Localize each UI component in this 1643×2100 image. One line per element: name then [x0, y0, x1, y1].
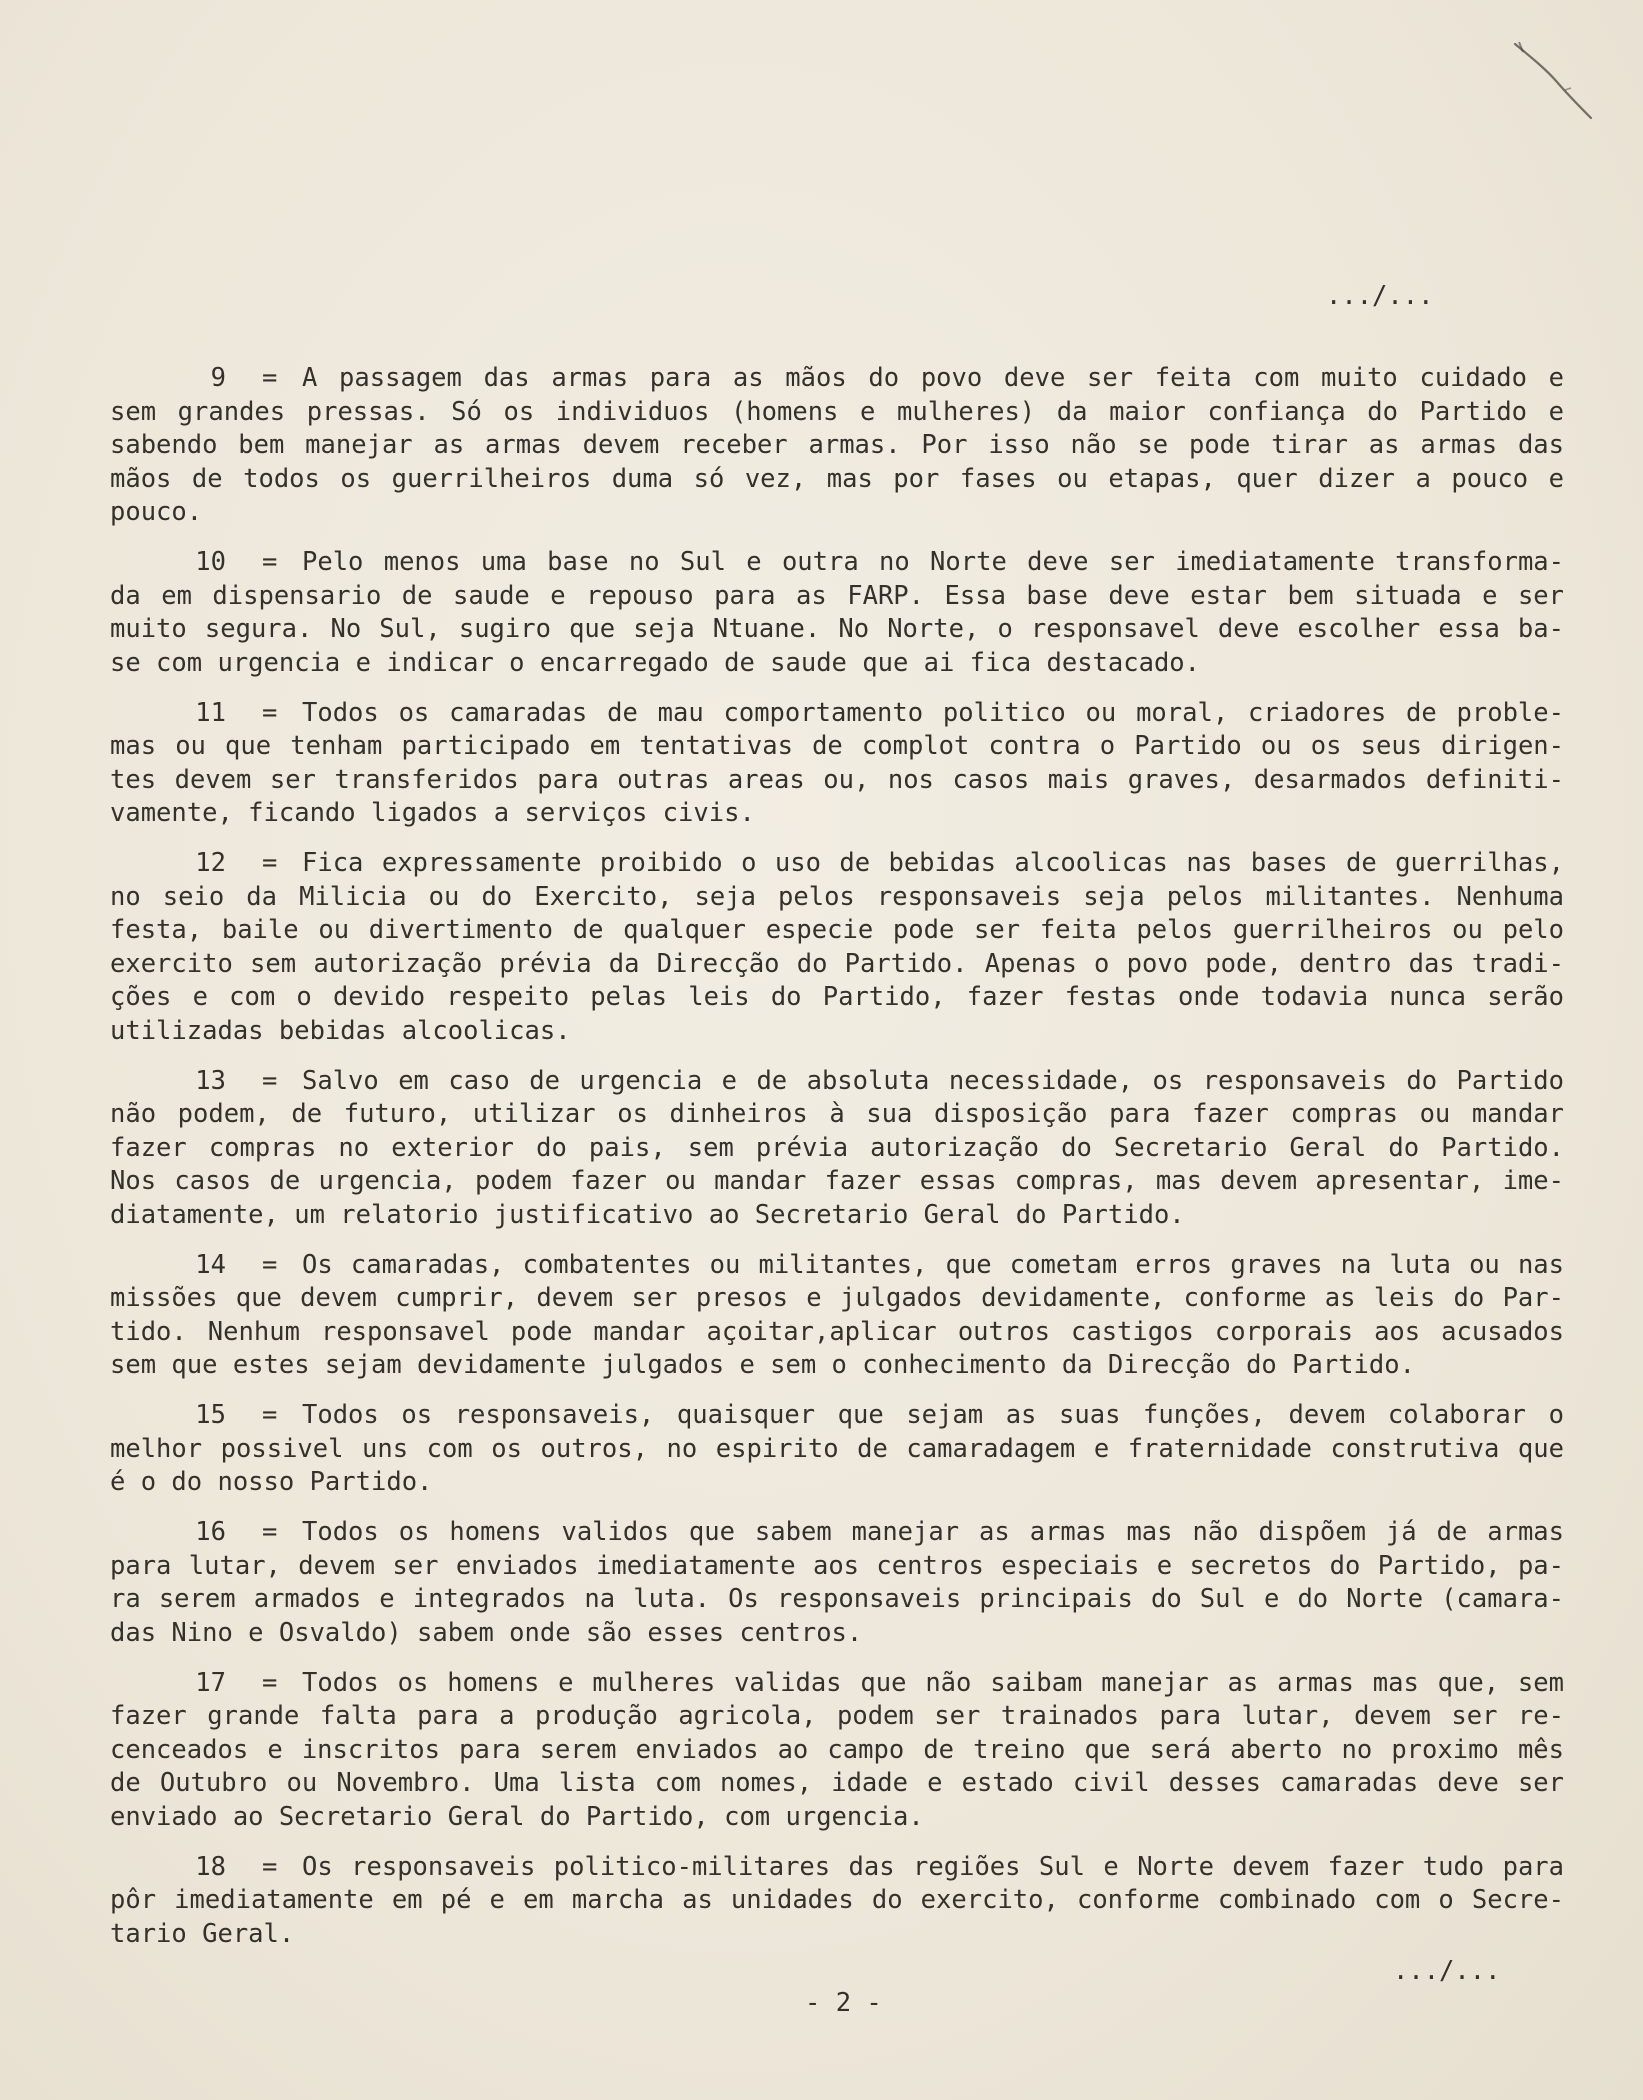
text-line: exercito sem autorização prévia da Direcção do Partido. Apenas o povo pode, dentro das tradi-: [110, 948, 1564, 979]
text-line: [110, 1249, 1564, 1283]
paragraph-separator: =: [262, 1249, 278, 1280]
paragraph-separator: =: [262, 1400, 278, 1430]
paragraph-number: 9: [210, 363, 226, 393]
paragraph-number: 17: [195, 1667, 226, 1698]
paragraph-first-line: Os camaradas, combatentes ou militantes, que cometam erros graves na luta ou nas: [302, 1249, 1564, 1280]
pen-mark: [1505, 38, 1600, 128]
text-line: melhor possivel uns com os outros, no espirito de camaradagem e fraternidade construtiva que: [110, 1433, 1564, 1464]
paragraph-first-line: Todos os responsaveis, quaisquer que sejam as suas funções, devem colaborar o: [302, 1400, 1564, 1430]
text-line: tes devem ser transferidos para outras areas ou, nos casos mais graves, desarmados definiti-: [110, 764, 1564, 795]
text-line: mãos de todos os guerrilheiros duma só vez, mas por fases ou etapas, quer dizer a pouco e: [110, 463, 1564, 494]
text-line: [110, 1065, 1564, 1099]
paragraph-first-line: Pelo menos uma base no Sul e outra no Norte deve ser imediatamente transforma-: [302, 547, 1564, 577]
text-line: [110, 1667, 1564, 1701]
paragraph-15: [110, 1399, 1564, 1500]
paragraph-number: 12: [195, 848, 226, 878]
paragraph-14: [110, 1249, 1564, 1383]
text-line: diatamente, um relatorio justificativo ao Secretario Geral do Partido.: [110, 1199, 1185, 1230]
text-line: para lutar, devem ser enviados imediatamente aos centros especiais e secretos do Partido, pa-: [110, 1550, 1564, 1581]
paragraph-separator: =: [262, 697, 278, 728]
text-line: tido. Nenhum responsavel pode mandar açoitar,aplicar outros castigos corporais aos acusados: [110, 1316, 1564, 1347]
text-line: [110, 697, 1564, 731]
paragraph-number: 16: [195, 1517, 226, 1547]
text-line: Nos casos de urgencia, podem fazer ou mandar fazer essas compras, mas devem apresentar, ime-: [110, 1166, 1564, 1196]
paragraph-number: 11: [195, 697, 226, 728]
paragraph-18: [110, 1851, 1564, 1952]
paragraph-11: [110, 697, 1564, 831]
text-line: sabendo bem manejar as armas devem receber armas. Por isso não se pode tirar as armas das: [110, 430, 1564, 460]
text-line: [110, 362, 1564, 396]
page-number: - 2 -: [805, 1988, 882, 2018]
text-line: no seio da Milicia ou do Exercito, seja pelos responsaveis seja pelos militantes. Nenhuma: [110, 881, 1564, 912]
text-line: [110, 847, 1564, 881]
text-line: se com urgencia e indicar o encarregado de saude que ai fica destacado.: [110, 647, 1201, 678]
paragraph-10: [110, 546, 1564, 680]
paragraph-first-line: Todos os homens validos que sabem manejar as armas mas não dispõem já de armas: [302, 1517, 1564, 1547]
paragraph-separator: =: [262, 1851, 278, 1882]
text-line: sem que estes sejam devidamente julgados e sem o conhecimento da Direcção do Partido.: [110, 1350, 1415, 1380]
text-line: [110, 546, 1564, 580]
text-line: não podem, de futuro, utilizar os dinheiros à sua disposição para fazer compras ou mandar: [110, 1099, 1564, 1129]
paragraph-first-line: Todos os camaradas de mau comportamento politico ou moral, criadores de proble-: [302, 697, 1564, 728]
paragraph-12: [110, 847, 1564, 1048]
text-line: é o do nosso Partido.: [110, 1467, 433, 1497]
text-line: de Outubro ou Novembro. Uma lista com nomes, idade e estado civil desses camaradas deve ser: [110, 1768, 1564, 1798]
text-line: da em dispensario de saude e repouso para as FARP. Essa base deve estar bem situada e ser: [110, 580, 1564, 611]
paragraph-first-line: Todos os homens e mulheres validas que não saibam manejar as armas mas que, sem: [302, 1667, 1564, 1698]
continuation-mark-top: .../...: [1326, 281, 1434, 311]
text-line: tario Geral.: [110, 1918, 295, 1949]
text-line: mas ou que tenham participado em tentativas de complot contra o Partido ou os seus dirigen-: [110, 731, 1564, 761]
continuation-mark-bottom: .../...: [1393, 1956, 1501, 1986]
paragraph-separator: =: [262, 1065, 278, 1096]
paragraph-first-line: A passagem das armas para as mãos do povo deve ser feita com muito cuidado e: [302, 363, 1564, 393]
text-line: [110, 1516, 1564, 1550]
paragraph-first-line: Salvo em caso de urgencia e de absoluta necessidade, os responsaveis do Partido: [302, 1065, 1564, 1096]
paragraph-first-line: Os responsaveis politico-militares das regiões Sul e Norte devem fazer tudo para: [302, 1851, 1564, 1882]
paragraph-number: 10: [195, 547, 226, 577]
paragraph-separator: =: [262, 848, 278, 878]
text-line: utilizadas bebidas alcoolicas.: [110, 1015, 571, 1046]
text-line: missões que devem cumprir, devem ser presos e julgados devidamente, conforme as leis do Par-: [110, 1283, 1564, 1313]
paragraph-9: [110, 362, 1564, 530]
paragraph-separator: =: [262, 1517, 278, 1547]
text-line: fazer compras no exterior do pais, sem prévia autorização do Secretario Geral do Partido.: [110, 1132, 1564, 1163]
text-line: cenceados e inscritos para serem enviados ao campo de treino que será aberto no proximo mês: [110, 1734, 1564, 1765]
paragraph-first-line: Fica expressamente proibido o uso de bebidas alcoolicas nas bases de guerrilhas,: [302, 848, 1564, 878]
paragraph-number: 14: [195, 1249, 226, 1280]
paragraph-separator: =: [262, 547, 278, 577]
paragraph-number: 15: [195, 1400, 226, 1430]
text-line: ra serem armados e integrados na luta. Os responsaveis principais do Sul e do Norte (camara-: [110, 1584, 1564, 1614]
text-line: [110, 1399, 1564, 1433]
paragraph-13: [110, 1065, 1564, 1233]
text-line: muito segura. No Sul, sugiro que seja Ntuane. No Norte, o responsavel deve escolher essa ba-: [110, 614, 1564, 644]
paragraph-separator: =: [262, 363, 278, 393]
text-line: pôr imediatamente em pé e em marcha as unidades do exercito, conforme combinado com o Secre-: [110, 1885, 1564, 1915]
paragraph-number: 13: [195, 1065, 226, 1096]
text-line: enviado ao Secretario Geral do Partido, com urgencia.: [110, 1801, 924, 1832]
document-body: [110, 362, 1564, 1951]
text-line: vamente, ficando ligados a serviços civis.: [110, 798, 755, 828]
text-line: ções e com o devido respeito pelas leis do Partido, fazer festas onde todavia nunca serão: [110, 982, 1564, 1012]
text-line: pouco.: [110, 497, 203, 527]
text-line: festa, baile ou divertimento de qualquer especie pode ser feita pelos guerrilheiros ou pelo: [110, 915, 1564, 945]
text-line: sem grandes pressas. Só os individuos (homens e mulheres) da maior confiança do Partido e: [110, 396, 1564, 427]
paragraph-separator: =: [262, 1667, 278, 1698]
text-line: fazer grande falta para a produção agricola, podem ser trainados para lutar, devem ser re-: [110, 1701, 1564, 1731]
text-line: [110, 1851, 1564, 1885]
paragraph-16: [110, 1516, 1564, 1650]
paragraph-17: [110, 1667, 1564, 1835]
text-line: das Nino e Osvaldo) sabem onde são esses centros.: [110, 1617, 863, 1648]
paragraph-number: 18: [195, 1851, 226, 1882]
